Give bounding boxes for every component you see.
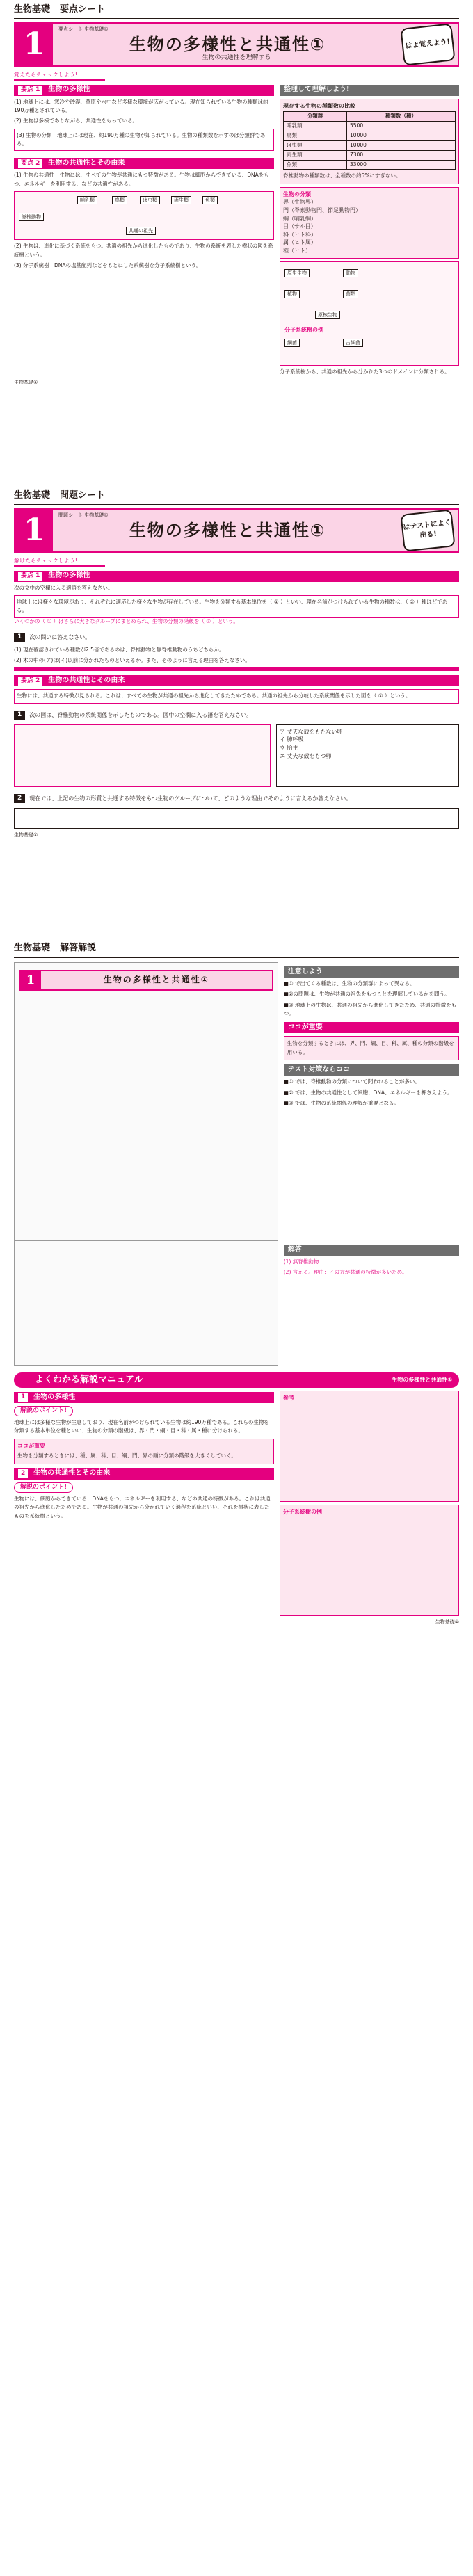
question-passage: 地球上には様々な環境があり、それぞれに適応した様々な生物が存在している。生物を分類する基本単位を（ ① ）といい、現在名前がつけられている生物の種数は、（ ② ）種ほどである。 xyxy=(14,595,459,618)
cell: 10000 xyxy=(347,131,456,140)
chapter-number: 1 xyxy=(15,24,53,65)
sheet-label: 問題シート xyxy=(60,490,106,501)
section-tag: 要点 1 xyxy=(18,86,42,95)
reference-title: 参考 xyxy=(283,1394,295,1401)
sheet-meta: 要点シート 生物基礎① xyxy=(58,26,109,32)
test-note: ■① では、脊椎動物の分類について問われることが多い。 xyxy=(283,1078,420,1085)
page-header xyxy=(14,4,459,19)
highlight-box: (3) 生物の分類 地球上には現在、約190万種の生物が知られている。生物の種類数を示すのは分類群である。 xyxy=(14,129,274,152)
course-label: 生物基礎 xyxy=(14,4,51,15)
mini-title-band xyxy=(19,970,273,991)
section-number: 2 xyxy=(18,1469,28,1478)
figure-label: 共通の祖先 xyxy=(126,227,156,235)
point-text: 生物を分類するときには、界、門、綱、目、科、属、種の分類の階級を用いる。 xyxy=(284,1036,459,1060)
cell: 33000 xyxy=(347,160,456,170)
note: 脊椎動物の種類数は、全種数の約5%にすぎない。 xyxy=(283,172,401,179)
test-note: ■③ では、生物の系統関係の理解が重要となる。 xyxy=(283,1099,399,1106)
tree-label: 菌類 xyxy=(343,290,358,298)
chapter-number: 1 xyxy=(15,510,53,551)
core-text: 生物を分類するときには、種、属、科、目、綱、門、界の順に分類の階級を大きくしていく。 xyxy=(17,1452,236,1459)
answer-box xyxy=(14,808,459,829)
cell: 鳥類 xyxy=(284,131,347,140)
tree-label: 古細菌 xyxy=(343,339,363,347)
manual-section-2 xyxy=(14,1468,274,1480)
question-passage: 生物には、共通する特徴が見られる。これは、すべての生物が共通の祖先から進化してきたためである。共通の祖先から分岐した系統関係を示した図を（ ① ）という。 xyxy=(14,689,459,703)
paragraph: (1) 生物の共通性 生物には、すべての生物が共通にもつ特徴がある。生物は細胞からできている、DNAをもつ、エネルギーを利用する、などの共通性がある。 xyxy=(14,172,269,187)
list-item: 属（ヒト属） xyxy=(283,239,317,246)
cell: 哺乳類 xyxy=(284,122,347,131)
figure-label: 両生類 xyxy=(171,196,191,204)
options-box xyxy=(276,724,459,787)
section-1-header xyxy=(14,85,274,96)
option: エ 丈夫な殻をもつ卵 xyxy=(279,752,332,759)
question-item: (2) 木の中の(ア)は(イ)以前に分かれたものといえるか。また、そのように言える理由を答えなさい。 xyxy=(14,657,250,664)
point-header: ココが重要 xyxy=(284,1022,459,1033)
left-column xyxy=(14,81,274,376)
table-row xyxy=(284,122,456,131)
cell: 10000 xyxy=(347,140,456,150)
chapter-number: 1 xyxy=(20,971,41,989)
section-title: 生物の共通性とその由来 xyxy=(48,159,125,168)
manual-title: よくわかる解説マニュアル xyxy=(35,1374,143,1385)
core-box xyxy=(14,1439,274,1464)
tree-title: 分子系統樹の例 xyxy=(284,326,324,333)
test-header: テスト対策ならココ xyxy=(284,1064,459,1076)
figure-label: 魚類 xyxy=(202,196,218,204)
page-footer: 生物基礎① xyxy=(14,832,38,838)
section-2-header xyxy=(14,158,274,169)
cell: は虫類 xyxy=(284,140,347,150)
question-number: 2 xyxy=(14,794,25,803)
table-title: 現存する生物の種類数の比較 xyxy=(283,102,356,109)
title-band xyxy=(14,508,459,553)
manual-right xyxy=(280,1388,459,1616)
table-header: 分類群 xyxy=(284,112,347,122)
paragraph: (3) 分子系統樹 DNAの塩基配列などをもとにした系統樹を分子系統樹という。 xyxy=(14,261,202,268)
question-2-header xyxy=(14,709,459,722)
manual-text: 地球上には多様な生物が生息しており、現在名前がつけられている生物は約190万種である。これらの生物を分類する基本単位を種といい、生物の分類の階級は、界・門・綱・目・科・属・種に分けられる。 xyxy=(14,1418,269,1434)
tree-label: 原核生物 xyxy=(315,311,340,319)
check-label: 解けたらチェックしよう! xyxy=(14,557,105,567)
figure-label: 脊椎動物 xyxy=(19,213,44,221)
table-row xyxy=(284,140,456,150)
paragraph: (2) 生物は多様でありながら、共通性をもっている。 xyxy=(14,118,138,124)
notes-header: 注意しよう xyxy=(284,966,459,978)
question-text: 次の図は、脊椎動物の系統関係を示したものである。図中の空欄に入る語を答えなさい。 xyxy=(29,712,252,718)
page-footer: 生物基礎① xyxy=(14,379,38,385)
page-header xyxy=(14,943,459,958)
page-1 xyxy=(14,4,459,386)
reference-title: 分子系統樹の例 xyxy=(283,1508,323,1515)
page-title: 生物の多様性と共通性① xyxy=(129,34,326,54)
tree-label: 原生生物 xyxy=(284,269,310,277)
list-item: 目（サル目） xyxy=(283,223,316,230)
page-subtitle: 生物の共通性を理解する xyxy=(202,54,271,61)
sheet-label: 解答解説 xyxy=(60,943,97,954)
table-row xyxy=(284,131,456,140)
phylogenetic-tree xyxy=(280,261,459,366)
mini-answer-sheet xyxy=(14,1240,278,1366)
page-2 xyxy=(14,490,459,839)
figure-label: 哺乳類 xyxy=(77,196,97,204)
mini-title: 生物の多様性と共通性① xyxy=(103,975,209,985)
sheet-label: 要点シート xyxy=(60,4,106,15)
section-tag: 要点 2 xyxy=(18,159,42,168)
page-title: 生物の多様性と共通性① xyxy=(129,520,326,540)
right-column xyxy=(280,81,459,376)
cell: 両生類 xyxy=(284,150,347,160)
question-3-header xyxy=(14,793,459,805)
check-label: 覚えたらチェックしよう! xyxy=(14,71,105,81)
course-label: 生物基礎 xyxy=(14,490,51,501)
note: ■③ 地球上の生物は、共通の祖先から進化してきたため、共通の特徴をもつ。 xyxy=(283,1001,457,1017)
answer-header: 解答 xyxy=(284,1245,459,1256)
board-header: 整理して理解しよう! xyxy=(280,85,459,96)
reference-box-2 xyxy=(280,1505,459,1616)
section-number: 1 xyxy=(18,1393,28,1402)
option: ウ 胎生 xyxy=(279,744,298,751)
option: イ 肺呼吸 xyxy=(279,736,304,743)
mini-sheet xyxy=(14,962,278,1240)
section-tag: 要点 1 xyxy=(18,572,42,581)
page-3 xyxy=(14,943,459,1626)
cell: 5500 xyxy=(347,122,456,131)
note: ■②の問題は、生物が共通の祖先をもつことを理解しているかを問う。 xyxy=(283,991,450,998)
question-item: (1) 現在確認されている種数が2.5倍であるのは、脊椎動物と無脊椎動物のうちどちらか。 xyxy=(14,646,225,653)
classification-box xyxy=(280,187,459,259)
page-footer: 生物基礎① xyxy=(435,1619,459,1625)
species-table xyxy=(283,111,456,170)
sheet-meta: 問題シート 生物基礎① xyxy=(58,512,109,519)
point-pill: 解説のポイント! xyxy=(14,1406,73,1416)
question-text: 現在では、上記の生物の形質と共通する特徴をもつ生物のグループについて、どのような理由でそのように言えるか答えなさい。 xyxy=(29,795,352,802)
tree-label: 植物 xyxy=(284,290,300,298)
list-title: 生物の分類 xyxy=(283,191,312,197)
note: ■① で出てくる種数は、生物の分類群によって異なる。 xyxy=(283,980,415,987)
section-title: 生物の多様性 xyxy=(33,1393,76,1401)
manual-subtitle: 生物の多様性と共通性① xyxy=(392,1377,452,1384)
list-item: 科（ヒト科） xyxy=(283,231,317,238)
section-2-header xyxy=(14,675,459,686)
table-row xyxy=(284,150,456,160)
paragraph: (2) 生物は、進化に基づく系統をもつ。共通の祖先から進化したものであり、生物の系統を表した樹状の図を系統樹という。 xyxy=(14,243,273,258)
paragraph: (1) 地球上には、寒冷や砂漠、草原や水中など多様な環境が広がっている。現在知られている生物の種類は約190万種とされている。 xyxy=(14,98,268,113)
table-header: 種類数（種） xyxy=(347,112,456,122)
section-tag: 要点 2 xyxy=(18,677,42,686)
list-item: 種（ヒト） xyxy=(283,247,312,254)
question-number: 1 xyxy=(14,633,25,642)
tree-label: 動物 xyxy=(343,269,358,277)
vertebrate-figure xyxy=(14,191,274,240)
section-title: 生物の共通性とその由来 xyxy=(48,677,125,685)
species-table-box xyxy=(280,99,459,184)
cell: 魚類 xyxy=(284,160,347,170)
section-title: 生物の多様性 xyxy=(48,86,90,94)
list-item: 界（生物界） xyxy=(283,199,317,206)
section-title: 生物の共通性とその由来 xyxy=(33,1469,111,1477)
question-number: 1 xyxy=(14,711,25,720)
option: ア 丈夫な殻をもたない卵 xyxy=(279,728,343,735)
mascot-badge: はテストによく出る! xyxy=(400,509,455,551)
test-note: ■② では、生物の共通性として細胞、DNA、エネルギーを押さえよう。 xyxy=(283,1089,453,1096)
figure-label: 鳥類 xyxy=(112,196,127,204)
section-title: 生物の多様性 xyxy=(48,572,90,580)
manual-section-1 xyxy=(14,1392,274,1403)
tree-note: 分子系統樹から、共通の祖先から分かれた3つのドメインに分類される。 xyxy=(280,368,450,375)
cell: 7300 xyxy=(347,150,456,160)
answer-column xyxy=(284,1240,459,1366)
list-item: 綱（哺乳綱） xyxy=(283,215,317,222)
notes-column xyxy=(284,962,459,1240)
section-1-header xyxy=(14,571,459,582)
mascot-badge: はよ覚えよう! xyxy=(400,23,455,65)
answer: (1) 無脊椎動物 xyxy=(283,1258,319,1265)
course-label: 生物基礎 xyxy=(14,943,51,954)
core-title: ココが重要 xyxy=(17,1442,45,1449)
table-row xyxy=(284,160,456,170)
point-pill: 解説のポイント! xyxy=(14,1482,73,1493)
list-item: 門（脊索動物門、節足動物門） xyxy=(283,207,362,213)
tree-label: 細菌 xyxy=(284,339,300,347)
manual-text: 生物には、細胞からできている、DNAをもつ、エネルギーを利用する、などの共通の特徴がある。これは共通の祖先から進化したためである。生物が共通の祖先から分かれていく過程を系統といい、それを樹状に表したものを系統樹という。 xyxy=(14,1495,271,1519)
page-header xyxy=(14,490,459,505)
question-1-header xyxy=(14,631,459,644)
manual-left xyxy=(14,1388,274,1616)
answer-line: いくつかの（ ① ）はさらに大きなグループにまとめられ、生物の分類の階級を（ ③ ）という。 xyxy=(14,617,239,624)
title-band xyxy=(14,22,459,67)
manual-banner xyxy=(14,1372,459,1388)
question-figure xyxy=(14,724,271,787)
figure-label: は虫類 xyxy=(140,196,160,204)
reference-box xyxy=(280,1391,459,1502)
question-text: 次の文中の空欄に入る適語を答えなさい。 xyxy=(14,584,113,591)
question-text: 次の問いに答えなさい。 xyxy=(29,633,91,640)
answer: (2) 言える。理由：イの方が共通の特徴が多いため。 xyxy=(283,1269,408,1276)
divider xyxy=(14,667,459,671)
